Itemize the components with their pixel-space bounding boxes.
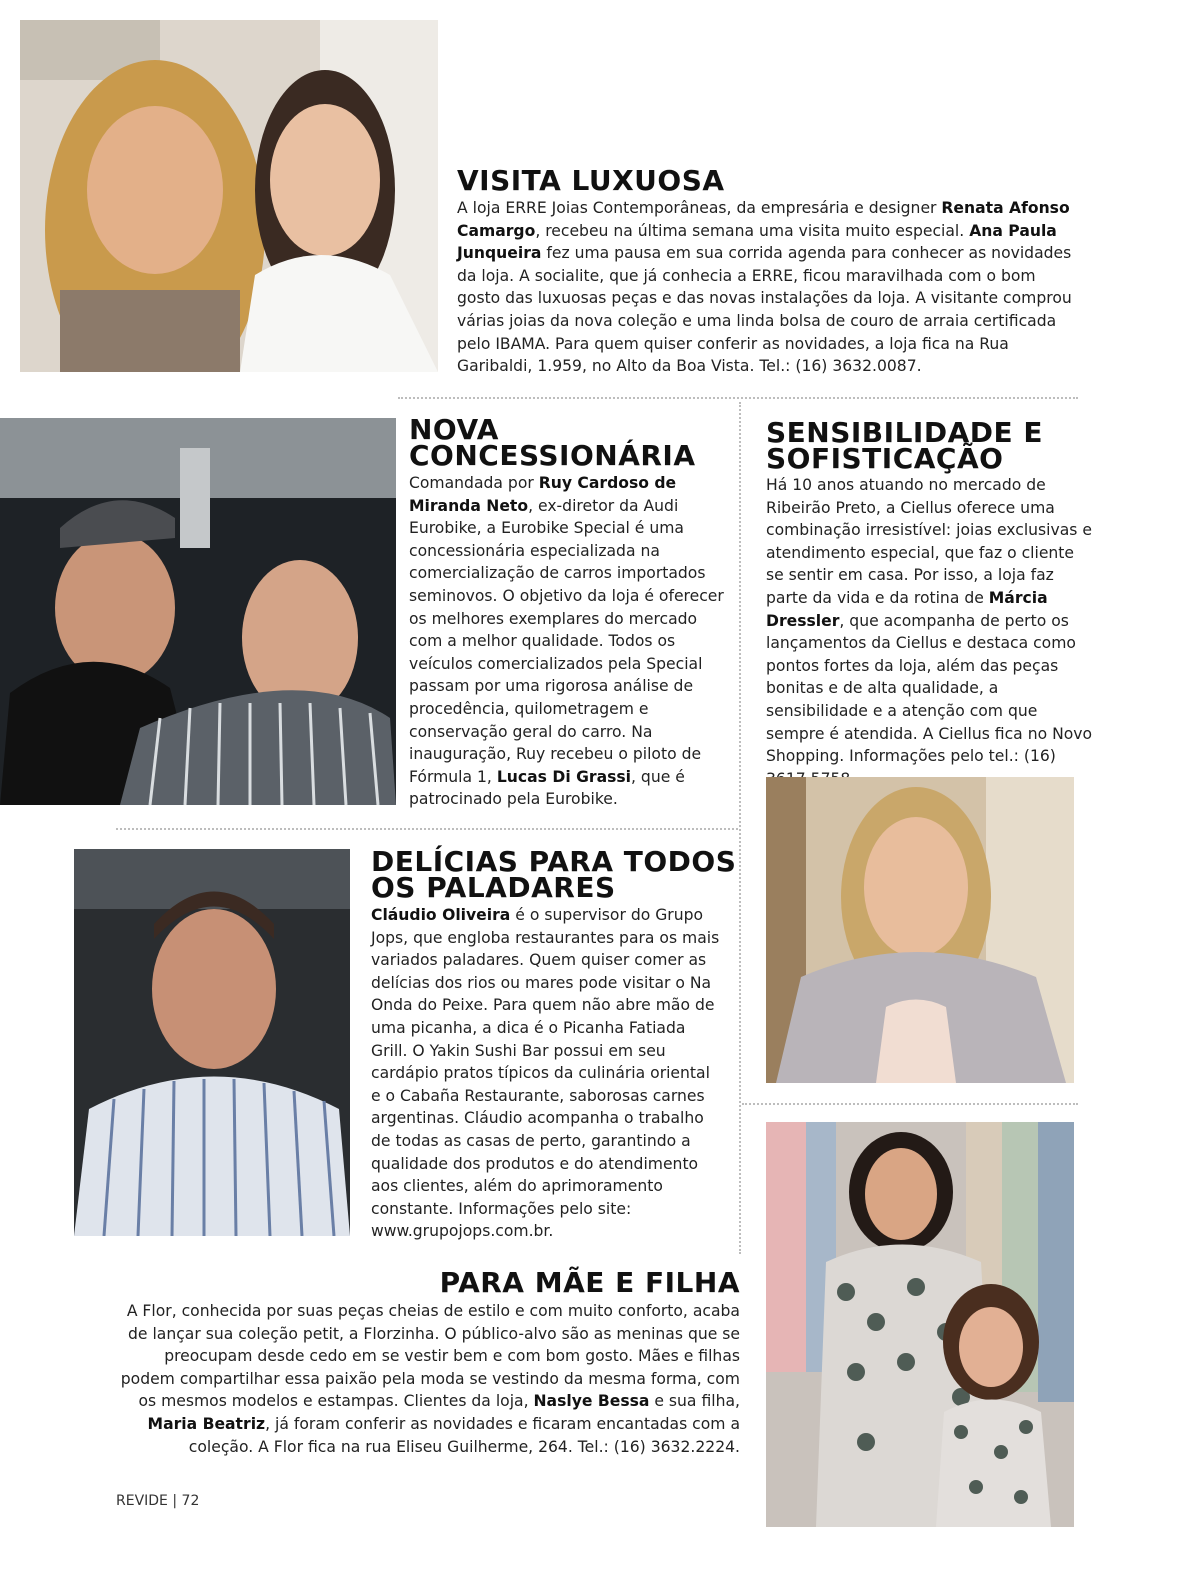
title-mae-e-filha: PARA MÃE E FILHA: [439, 1266, 740, 1299]
name-lucas: Lucas Di Grassi: [496, 767, 632, 786]
text-span: A loja ERRE Joias Contemporâneas, da empresária e designer: [457, 199, 942, 217]
title-line: DELÍCIAS PARA TODOS: [371, 845, 737, 878]
title-line: SENSIBILIDADE E: [766, 416, 1043, 449]
page-footer: [116, 1493, 199, 1509]
text-span: e sua filha,: [649, 1392, 740, 1411]
name-maria-beatriz: Maria Beatriz: [147, 1414, 266, 1433]
title-sensibilidade: [766, 416, 1043, 475]
text-delicias: [371, 904, 723, 1243]
text-span: é o supervisor do Grupo Jops, que engloba restaurantes para os mais variados paladares. Quem quiser comer as delícias dos rios ou mares pode visitar o Na Onda do Peixe. Para quem não abre mão de uma picanha, a dica é o Picanha Fatiada Grill. O Yakin Sushi Bar possui em seu cardápio pratos típicos da culinária oriental e o Cabaña Restaurante, saborosas carnes argentinas. Cláudio acompanha o trabalho de todas as casas de perto, garantindo a qualidade dos produtos e do atendimento aos clientes, além do aprimoramento constante. Informações pelo site: www.grupojops.com.br.: [371, 906, 720, 1241]
name-ana-paula: Ana Paula Junqueira: [457, 221, 1057, 263]
text-span: , recebeu na última semana uma visita muito especial.: [535, 221, 970, 240]
page-number: 72: [181, 1493, 200, 1509]
title-delicias: [371, 845, 737, 904]
photo-delicias: [74, 849, 350, 1236]
name-claudio: Cláudio Oliveira: [371, 906, 511, 924]
name-marcia: Márcia Dressler: [766, 588, 1048, 630]
title-visita-luxuosa: VISITA LUXUOSA: [457, 164, 725, 197]
text-span: , já foram conferir as novidades e ficaram encantadas com a coleção. A Flor fica na rua Eliseu Guilherme, 264. Tel.: (16) 3632.2224.: [188, 1414, 740, 1456]
divider: [742, 1103, 1078, 1105]
photo-sensibilidade: [766, 777, 1074, 1083]
text-mae-e-filha: [116, 1300, 740, 1458]
text-visita-luxuosa: [457, 197, 1079, 378]
footer-separator: |: [172, 1493, 178, 1509]
text-span: , que é patrocinado pela Eurobike.: [409, 767, 685, 809]
photo-visita-luxuosa: [20, 20, 438, 372]
column-divider: [739, 402, 741, 1254]
title-line: CONCESSIONÁRIA: [409, 439, 696, 472]
divider: [116, 828, 738, 830]
name-renata: Renata Afonso Camargo: [457, 199, 1070, 240]
title-line: OS PALADARES: [371, 871, 616, 904]
text-span: fez uma pausa em sua corrida agenda para conhecer as novidades da loja. A socialite, que já conhecia a ERRE, ficou maravilhada com o bom gosto das luxuosas peças e das novas instalações da loja. A visitante comprou várias joias da nova coleção e uma linda bolsa de couro de arraia certificada pelo IBAMA. Para quem quiser conferir as novidades, a loja fica na Rua Garibaldi, 1.959, no Alto da Boa Vista. Tel.: (16) 3632.0087.: [457, 244, 1072, 376]
text-span: Há 10 anos atuando no mercado de Ribeirão Preto, a Ciellus oferece uma combinação irresistível: joias exclusivas e atendimento especial, que faz o cliente se sentir em casa. Por isso, a loja faz parte da vida e da rotina de: [766, 476, 1092, 607]
title-nova-concessionaria: [409, 413, 696, 472]
photo-mae-e-filha: [766, 1122, 1074, 1527]
text-span: , que acompanha de perto os lançamentos da Ciellus e destaca como pontos fortes da loja, além das peças bonitas e de alta qualidade, a sensibilidade e a atenção com que sempre é atendida. A Ciellus fica no Novo Shopping. Informações pelo tel.: (16): [766, 611, 1093, 766]
magazine-name: REVIDE: [116, 1493, 168, 1509]
text-nova-concessionaria: [409, 472, 727, 811]
text-span: Comandada por: [409, 474, 539, 492]
title-line: NOVA: [409, 413, 499, 446]
divider: [398, 397, 1078, 399]
photo-nova-concessionaria: [0, 418, 396, 805]
title-line: SOFISTICAÇÃO: [766, 442, 1004, 475]
text-span: , ex-diretor da Audi Eurobike, a Eurobike Special é uma concessionária especializada na comercialização de carros importados seminovos. O objetivo da loja é oferecer os melhores exemplares do mercado com a melhor qualidade. Todos os veículos comercializados pela Special passam por uma rigorosa análise de procedência, quilometragem e conservação geral do carro. Na inauguração, Ruy recebeu o piloto de Fórmula 1,: [409, 496, 724, 786]
name-ruy: Ruy Cardoso de Miranda Neto: [409, 474, 677, 515]
text-span: A Flor, conhecida por suas peças cheias de estilo e com muito conforto, acaba de lançar sua coleção petit, a Florzinha. O público-alvo são as meninas que se preocupam desde cedo em se vestir bem e com bom gosto. Mães e filhas podem compartilhar essa paixão pela moda se vestindo da mesma forma, com os mesmos modelos e estampas. Clientes da loja,: [120, 1302, 740, 1411]
name-naslye: Naslye Bessa: [533, 1392, 650, 1411]
text-sensibilidade: [766, 474, 1096, 790]
